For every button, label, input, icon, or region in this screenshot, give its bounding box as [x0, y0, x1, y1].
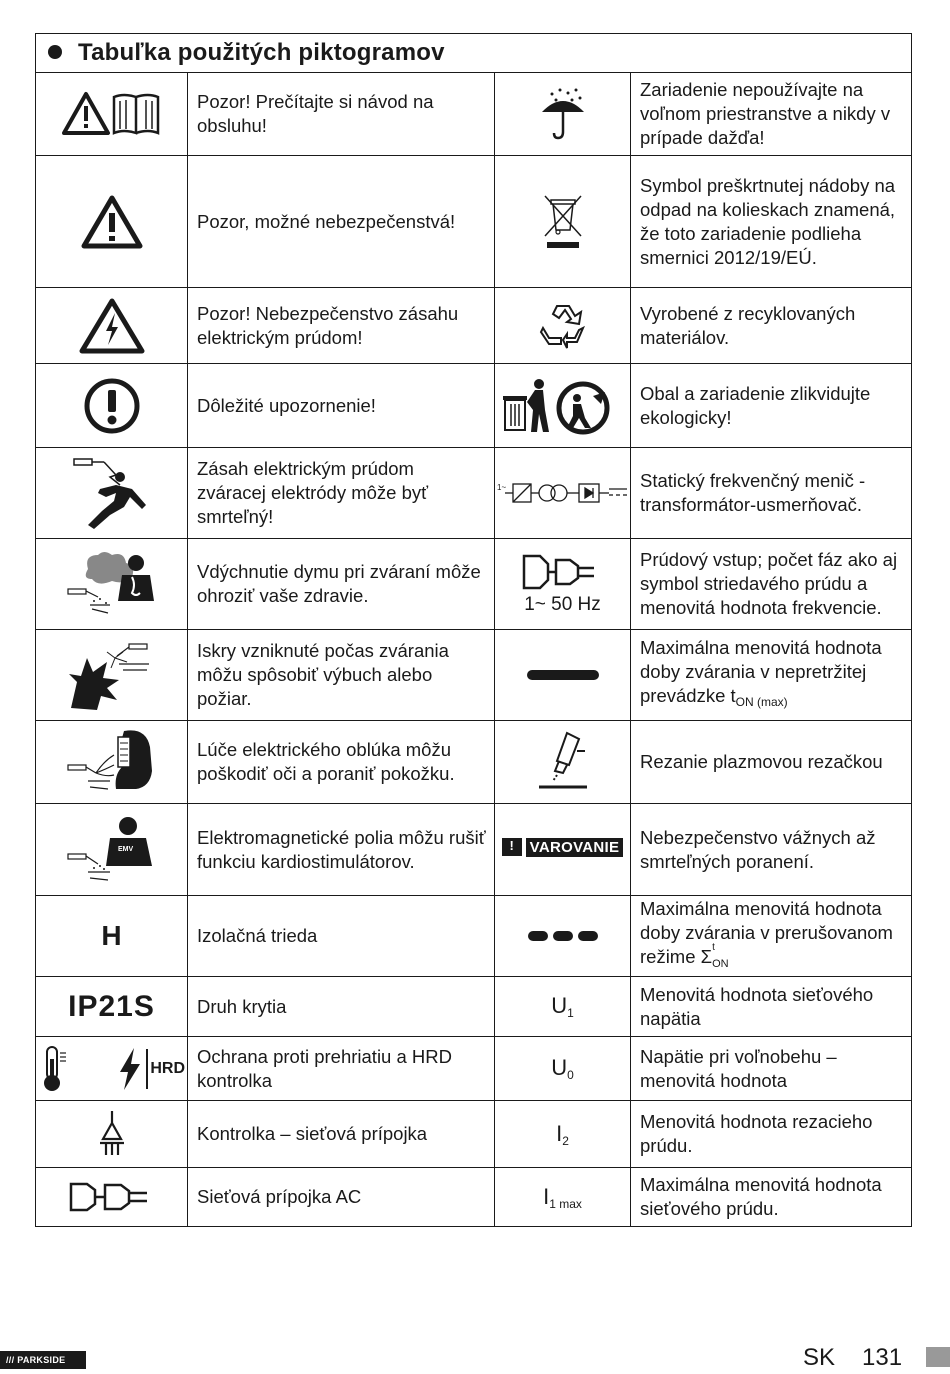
current-symbol	[495, 1101, 631, 1168]
pictogram-description: Pozor, možné nebezpečenstvá!	[188, 156, 495, 288]
mains-plug-icon	[518, 552, 608, 592]
welding-fumes-icon	[36, 539, 188, 630]
symbol-subscript: 1	[567, 1006, 574, 1020]
table-row	[36, 448, 912, 539]
warning-triangle-small-icon: !	[502, 838, 522, 856]
insulation-class-symbol	[36, 896, 188, 977]
symbol-main: U	[551, 993, 568, 1018]
symbol-subscript: 0	[567, 1068, 574, 1082]
electrode-shock-icon	[36, 448, 188, 539]
voltage-symbol	[495, 1037, 631, 1101]
pictogram-description: Pozor! Prečítajte si návod na obsluhu!	[188, 73, 495, 156]
svg-text:1~: 1~	[496, 483, 506, 492]
pictogram-description: Druh krytia	[188, 977, 495, 1037]
description-main: Maximálna menovitá hodnota doby zvárania v prerušovanom režime Σ	[640, 897, 893, 967]
language-code: SK	[803, 1344, 836, 1371]
pictogram-description: Iskry vzniknuté počas zvárania môžu spôsobiť výbuch alebo požiar.	[188, 630, 495, 721]
pictogram-description: Zariadenie nepoužívajte na voľnom priestranstve a nikdy v prípade dažďa!	[631, 73, 912, 156]
table-row	[36, 1101, 912, 1168]
pictogram-description: Obal a zariadenie zlikvidujte ekologicky!	[631, 364, 912, 448]
table-row	[36, 630, 912, 721]
pictogram-description: Maximálna menovitá hodnota sieťového prúdu.	[631, 1168, 912, 1227]
symbol-main: I	[543, 1183, 550, 1209]
frequency-converter-icon	[495, 448, 631, 539]
pictogram-description: Ochrana proti prehriatiu a HRD kontrolka	[188, 1037, 495, 1101]
table-row	[36, 364, 912, 448]
power-plug-lamp-icon	[36, 1101, 188, 1168]
crossed-bin-icon	[495, 156, 631, 288]
pictogram-description: Lúče elektrického oblúka môžu poškodiť oči a poraniť pokožku.	[188, 721, 495, 804]
pictogram-description	[631, 630, 912, 721]
pictogram-description: Sieťová prípojka AC	[188, 1168, 495, 1227]
current-symbol	[495, 1168, 631, 1227]
exclamation-circle-icon	[36, 364, 188, 448]
solid-bar-icon	[495, 630, 631, 721]
pictogram-description	[631, 896, 912, 977]
symbol-main: I	[556, 1120, 563, 1146]
description-subscript: ON (max)	[735, 695, 788, 709]
warning-manual-icon	[36, 73, 188, 156]
table-title-text: Tabuľka použitých piktogramov	[78, 39, 445, 66]
table-row	[36, 288, 912, 364]
pictogram-description: Pozor! Nebezpečenstvo zásahu elektrickým prúdom!	[188, 288, 495, 364]
hrd-label: HRD	[150, 1059, 185, 1077]
frequency-symbol: 1~ 50 Hz	[524, 594, 601, 615]
eco-disposal-icon	[495, 364, 631, 448]
pictogram-description: Zásah elektrickým prúdom zváracej elektródy môže byť smrteľný!	[188, 448, 495, 539]
voltage-symbol	[495, 977, 631, 1037]
insulation-class-text: H	[101, 920, 122, 951]
svg-text:EMV: EMV	[117, 845, 133, 853]
pictogram-description: Rezanie plazmovou rezačkou	[631, 721, 912, 804]
pictogram-description: Menovitá hodnota rezacieho prúdu.	[631, 1101, 912, 1168]
pacemaker-field-icon	[36, 804, 188, 896]
symbol-subscript: 1 max	[549, 1196, 582, 1211]
warning-word: VAROVANIE	[526, 838, 624, 857]
sparks-explosion-icon	[36, 630, 188, 721]
bullet-icon	[48, 45, 62, 59]
ac-connection-icon	[36, 1168, 188, 1227]
table-row	[36, 1168, 912, 1227]
ip-rating-symbol	[36, 977, 188, 1037]
pictogram-description: Symbol preškrtnutej nádoby na odpad na kolieskach znamená, že toto zariadenie podlieha smernici 2012/19/EÚ.	[631, 156, 912, 288]
page-marker	[926, 1347, 950, 1367]
brand-logo: /// PARKSIDE	[0, 1351, 86, 1369]
table-row	[36, 977, 912, 1037]
table-row	[36, 1037, 912, 1101]
description-main: Maximálna menovitá hodnota doby zvárania v nepretržitej prevádzke t	[640, 637, 882, 706]
table-row	[36, 539, 912, 630]
warning-badge	[502, 838, 624, 857]
pictogram-description: Kontrolka – sieťová prípojka	[188, 1101, 495, 1168]
warning-triangle-icon	[36, 156, 188, 288]
pictogram-description: Prúdový vstup; počet fáz ako aj symbol striedavého prúdu a menovitá hodnota frekvencie.	[631, 539, 912, 630]
arc-rays-icon	[36, 721, 188, 804]
dashed-bar-icon	[495, 896, 631, 977]
table-row	[36, 804, 912, 896]
lightning-icon	[116, 1046, 144, 1092]
pictogram-description: Statický frekvenčný menič -transformátor-usmerňovač.	[631, 448, 912, 539]
pictogram-description: Vyrobené z recyklovaných materiálov.	[631, 288, 912, 364]
plasma-cutter-icon	[495, 721, 631, 804]
thermometer-hrd-icon	[36, 1037, 188, 1101]
electric-warning-icon	[36, 288, 188, 364]
pictogram-description: Elektromagnetické polia môžu rušiť funkciu kardiostimulátorov.	[188, 804, 495, 896]
no-rain-umbrella-icon	[495, 73, 631, 156]
pictogram-description: Vdýchnutie dymu pri zváraní môže ohroziť vaše zdravie.	[188, 539, 495, 630]
pictogram-description: Dôležité upozornenie!	[188, 364, 495, 448]
symbol-main: U	[551, 1055, 568, 1080]
table-row	[36, 721, 912, 804]
ip-rating-text: IP21S	[68, 989, 155, 1023]
pictogram-description: Nebezpečenstvo vážnych až smrteľných poranení.	[631, 804, 912, 896]
description-subscript: ON	[712, 957, 729, 970]
table-row	[36, 156, 912, 288]
mains-plug-cell	[495, 539, 631, 630]
table-row	[36, 896, 912, 977]
pictogram-description: Menovitá hodnota sieťového napätia	[631, 977, 912, 1037]
pictogram-description: Izolačná trieda	[188, 896, 495, 977]
pictogram-description: Napätie pri voľnobehu – menovitá hodnota	[631, 1037, 912, 1101]
thermometer-icon	[42, 1045, 68, 1093]
table-row	[36, 73, 912, 156]
recycling-icon	[495, 288, 631, 364]
symbol-subscript: 2	[562, 1133, 569, 1148]
description-superscript: t	[712, 941, 715, 953]
pictogram-table	[35, 33, 912, 1227]
page-number: 131	[862, 1344, 903, 1371]
table-title	[36, 34, 912, 73]
warning-label-icon	[495, 804, 631, 896]
